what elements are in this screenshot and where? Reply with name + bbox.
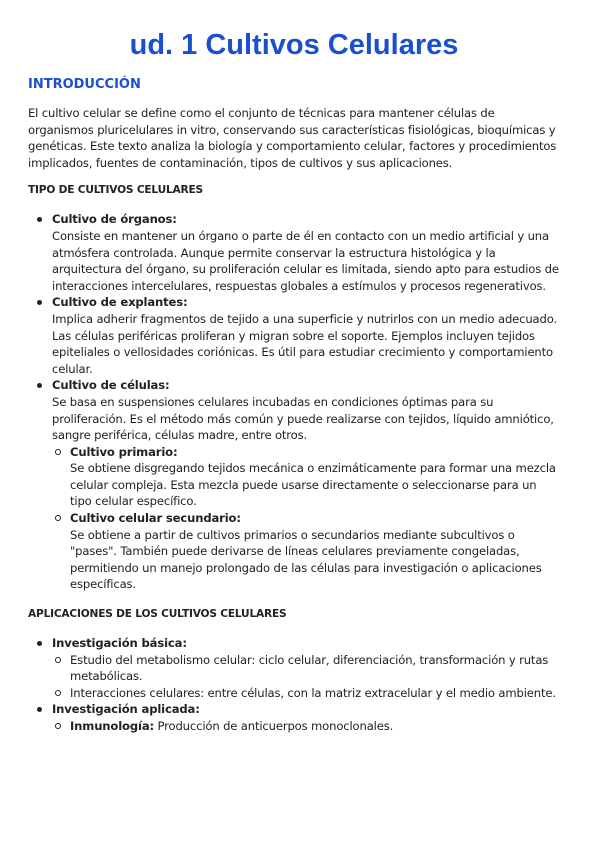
sub-item-label: Inmunología: [70,719,154,733]
item-label: Investigación aplicada: [52,702,200,717]
item-text: Implica adherir fragmentos de tejido a una superficie y nutrirlos con un medio adecuado. Las células periféricas proliferan y migran sobre el soporte. Ejemplos incluyen tejidos epiteliales o vellosidades coriónicas. Es útil para estudiar crecimiento y comportamiento celular. [52,311,557,376]
basica-sublist [52,652,560,702]
sub-item-label: Cultivo celular secundario: [70,511,241,526]
item-label: Cultivo de células: [52,378,170,393]
item-label: Cultivo de órganos: [52,212,177,227]
item-text: Se basa en suspensiones celulares incubadas en condiciones óptimas para su proliferación. Es el método más común y puede realizarse con tejidos, líquido amniótico, sangre periférica, células madre, entre otros. [52,394,554,443]
sub-item-text: Producción de anticuerpos monoclonales. [154,719,394,733]
sub-item-text: Se obtiene a partir de cultivos primarios o secundarios mediante subcultivos o "pases". También puede derivarse de líneas celulares previamente congeladas, permitiendo un manejo prolongado de las células para investigación o aplicaciones específicas. [70,527,542,592]
sub-item-primario [52,444,560,510]
celulas-sublist [52,444,560,593]
aplicaciones-list [28,635,560,735]
sub-item-metabolismo: Estudio del metabolismo celular: ciclo celular, diferenciación, transformación y rutas metabólicas. [52,652,560,685]
tipos-heading: TIPO DE CULTIVOS CELULARES [28,184,203,197]
list-item-basica [28,635,560,701]
sub-item-text: Se obtiene disgregando tejidos mecánica o enzimáticamente para formar una mezcla celular compleja. Esta mezcla puede usarse directamente o seleccionarse para un tipo celular específico. [70,461,556,509]
tipos-list [28,211,560,593]
list-item-organos [28,211,560,294]
sub-item-interacciones: Interacciones celulares: entre células, con la matriz extracelular y el medio ambiente. [52,685,560,702]
item-text: Consiste en mantener un órgano o parte de él en contacto con un medio artificial y una atmósfera controlada. Aunque permite conservar la estructura histológica y la arquitectura del órgano, su proliferación celular es limitada, siendo apto para estudios de interacciones intercelulares, respuestas globales a estímulos y procesos regenerativos. [52,228,559,293]
aplicada-sublist [52,718,560,735]
item-label: Cultivo de explantes: [52,295,188,310]
sub-item-secundario [52,510,560,593]
intro-paragraph: El cultivo celular se define como el conjunto de técnicas para mantener células de organismos pluricelulares in vitro, conservando sus características fisiológicas, bioquímicas y genéticas. Este texto analiza la biología y comportamiento celular, factores y procedimientos implicados, fuentes de contaminación, tipos de cultivos y sus aplicaciones. [28,106,557,170]
list-item-celulas [28,377,560,593]
page-title: ud. 1 Cultivos Celulares [129,29,459,61]
item-label: Investigación básica: [52,636,187,651]
sub-item-label: Cultivo primario: [70,444,178,459]
list-item-aplicada [28,701,560,734]
sub-item-inmunologia [52,718,560,735]
list-item-explantes [28,294,560,377]
intro-heading: INTRODUCCIÓN [28,77,141,92]
aplicaciones-heading: APLICACIONES DE LOS CULTIVOS CELULARES [28,608,287,621]
